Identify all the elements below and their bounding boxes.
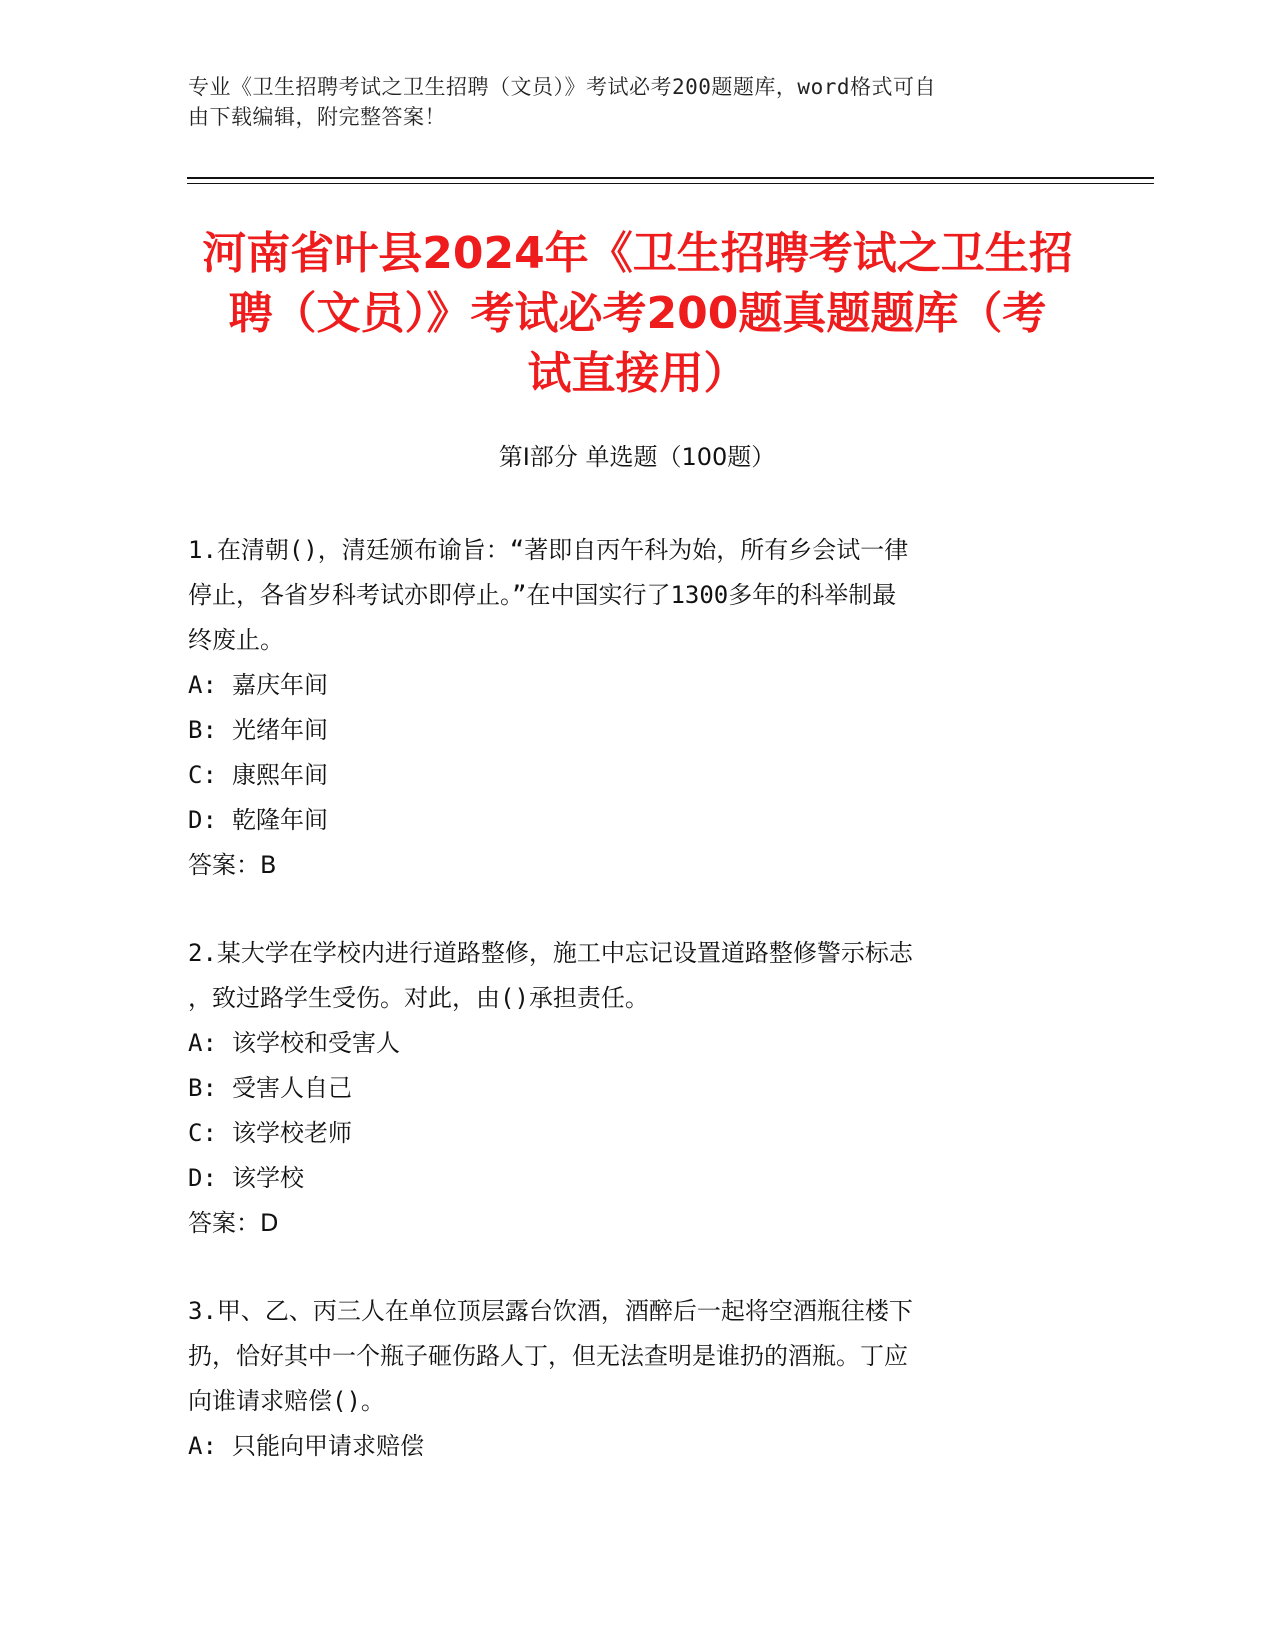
question-2-option-a [188, 1021, 1068, 1066]
option-text: 光绪年间 [232, 716, 328, 744]
title-line-1: 河南省叶县2024年《卫生招聘考试之卫生招 [202, 228, 1073, 279]
question-1-option-d [188, 798, 1068, 843]
question-3 [188, 1289, 1068, 1469]
question-3-stem-line-2: 扔，恰好其中一个瓶子砸伤路人丁，但无法查明是谁扔的酒瓶。丁应 [188, 1342, 908, 1370]
option-letter: D: [188, 1164, 217, 1192]
question-3-stem-line-3: 向谁请求赔偿()。 [188, 1387, 385, 1415]
question-1-answer: 答案：B [188, 851, 277, 879]
question-list [188, 528, 1068, 1512]
option-letter: B: [188, 1074, 217, 1102]
header-divider-thin [187, 183, 1154, 184]
title-line-3: 试直接用） [527, 348, 748, 399]
question-3-stem-line-1: 3.甲、乙、丙三人在单位顶层露台饮酒，酒醉后一起将空酒瓶往楼下 [188, 1297, 913, 1325]
section-title: 第Ⅰ部分 单选题（100题） [498, 443, 776, 471]
question-1-option-b [188, 708, 1068, 753]
question-1-stem-line-3: 终废止。 [188, 626, 284, 654]
option-letter: C: [188, 1119, 217, 1147]
option-text: 康熙年间 [232, 761, 328, 789]
option-letter: B: [188, 716, 217, 744]
question-1-option-c [188, 753, 1068, 798]
question-2-stem-line-2: ，致过路学生受伤。对此，由()承担责任。 [188, 984, 649, 1012]
question-2-option-d [188, 1156, 1068, 1201]
option-text: 嘉庆年间 [232, 671, 328, 699]
header-note [188, 72, 1068, 132]
option-text: 该学校和受害人 [232, 1029, 400, 1057]
question-2-stem-line-1: 2.某大学在学校内进行道路整修，施工中忘记设置道路整修警示标志 [188, 939, 913, 967]
question-2-option-c [188, 1111, 1068, 1156]
question-1 [188, 528, 1068, 888]
title-line-2: 聘（文员）》考试必考200题真题题库（考 [228, 288, 1047, 339]
question-2-answer: 答案：D [188, 1209, 279, 1237]
header-note-line-1: 专业《卫生招聘考试之卫生招聘（文员）》考试必考200题题库，word格式可自 [188, 75, 936, 99]
option-text: 该学校老师 [232, 1119, 352, 1147]
question-1-stem-line-1: 1.在清朝()，清廷颁布谕旨：“著即自丙午科为始，所有乡会试一律 [188, 536, 909, 564]
option-letter: A: [188, 1029, 217, 1057]
option-letter: C: [188, 761, 217, 789]
option-letter: D: [188, 806, 217, 834]
question-2 [188, 931, 1068, 1246]
question-1-stem-line-2: 停止，各省岁科考试亦即停止。”在中国实行了1300多年的科举制最 [188, 581, 897, 609]
question-1-option-a [188, 663, 1068, 708]
question-2-option-b [188, 1066, 1068, 1111]
option-text: 该学校 [232, 1164, 304, 1192]
option-letter: A: [188, 1432, 217, 1460]
question-3-option-a [188, 1424, 1068, 1469]
option-text: 受害人自己 [232, 1074, 352, 1102]
option-text: 只能向甲请求赔偿 [232, 1432, 424, 1460]
header-divider-thick [187, 177, 1154, 179]
document-title [170, 224, 1105, 404]
option-text: 乾隆年间 [232, 806, 328, 834]
header-note-line-2: 由下载编辑，附完整答案！ [188, 105, 446, 129]
option-letter: A: [188, 671, 217, 699]
